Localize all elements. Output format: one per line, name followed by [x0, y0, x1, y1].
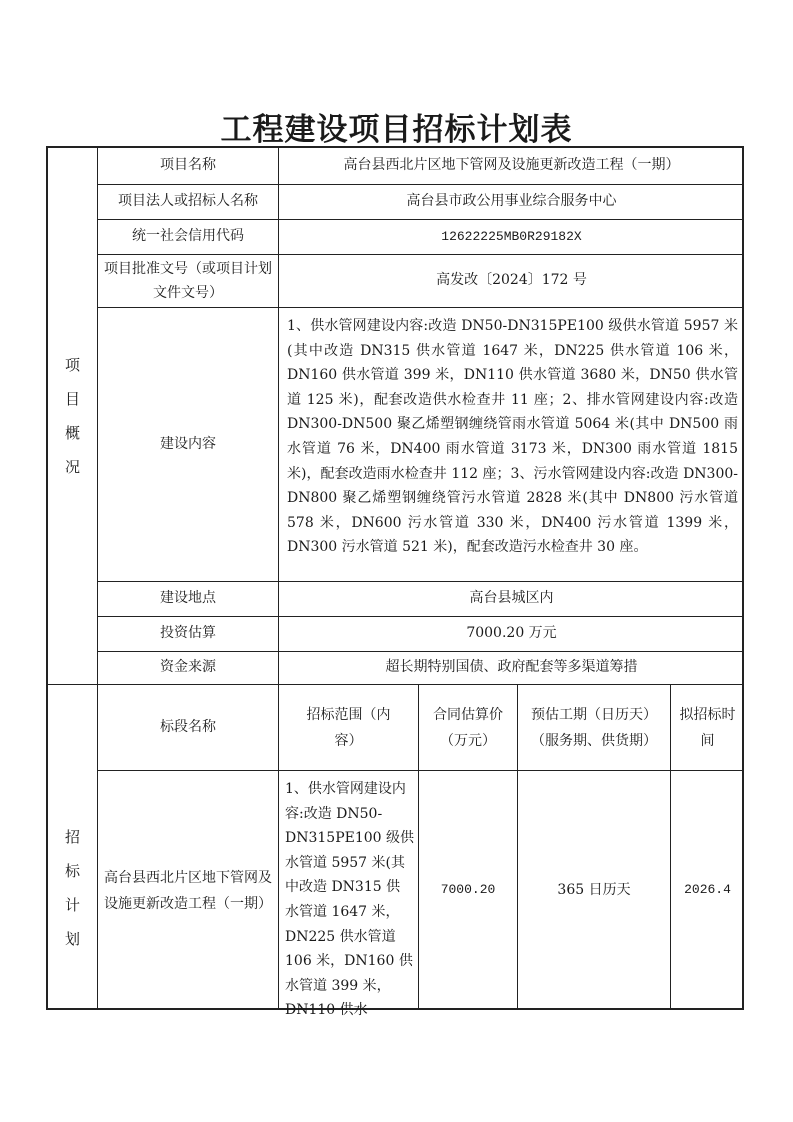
- investment-label: 投资估算: [160, 625, 216, 642]
- funding-label: 资金来源: [160, 659, 216, 676]
- approval-doc-value: 高发改〔2024〕172 号: [436, 272, 587, 289]
- construction-content-label: 建设内容: [160, 435, 216, 452]
- tenderer-value: 高台县市政公用事业综合服务中心: [406, 193, 617, 210]
- lot-duration: 365 日历天: [557, 881, 631, 898]
- header-duration: 预估工期（日历天）（服务期、供货期）: [531, 706, 657, 749]
- lot-scope: 1、供水管网建设内容:改造 DN50-DN315PE100 级供水管道 5957 米(其中改造 DN315 供水管道 1647 米，DN225 供水管道 106 米，DN160 供水管道 399 米，DN110 供水: [285, 781, 415, 1019]
- page-title: 工程建设项目招标计划表: [220, 112, 573, 148]
- section-char: 标: [64, 861, 80, 880]
- tenderer-label: 项目法人或招标人名称: [118, 193, 258, 210]
- header-bid-time: 拟招标时间: [679, 706, 736, 749]
- lot-name: 高台县西北片区地下管网及设施更新改造工程（一期）: [104, 869, 272, 912]
- overview-section-label: [48, 148, 97, 684]
- construction-content-value: 1、供水管网建设内容:改造 DN50-DN315PE100 级供水管道 5957 米(其中改造 DN315 供水管道 1647 米，DN225 供水管道 106 米，DN160 供水管道 399 米，DN110 供水管道 3680 米，DN50 供水管道 125 米)，配套改造供水检查井 11 座；2、排水管网建设内容:改造 DN300-DN500 聚乙烯塑钢缠绕管雨水管道 5064 米(其中 DN500 雨水管道 76 米，DN400 雨水管道 3173 米，DN300 雨水管道 1815 米)，配套改造雨水检查井 112 座；3、污水管网建设内容:改造 DN300-DN800 聚乙烯塑钢缠绕管污水管道 2828 米(其中 DN800 污水管道 578 米，DN600 污水管道 330 米，DN400 污水管道 1399 米，DN300 污水管道 521 米)，配套改造污水检查井 30 座。: [287, 318, 738, 556]
- project-name-value: 高台县西北片区地下管网及设施更新改造工程（一期）: [343, 157, 680, 174]
- header-scope: 招标范围（内容）: [306, 706, 391, 749]
- project-name-label: 项目名称: [160, 157, 216, 174]
- section-char: 目: [64, 390, 80, 408]
- credit-code-label: 统一社会信用代码: [132, 228, 244, 245]
- header-lot-name: 标段名称: [160, 718, 216, 735]
- plan-section-label: [48, 685, 97, 1010]
- header-price: 合同估算价（万元）: [433, 706, 503, 749]
- section-char: 概: [64, 424, 80, 442]
- funding-value: 超长期特别国债、政府配套等多渠道筹措: [385, 659, 638, 676]
- section-char: 况: [64, 458, 80, 476]
- location-value: 高台县城区内: [469, 590, 554, 607]
- credit-code-value: 12622225MB0R29182X: [441, 228, 582, 244]
- lot-bid-time: 2026.4: [684, 882, 731, 898]
- section-char: 招: [64, 827, 80, 846]
- location-label: 建设地点: [160, 590, 216, 607]
- approval-doc-label: 项目批准文号（或项目计划文件文号）: [104, 261, 272, 301]
- section-char: 项: [64, 356, 80, 374]
- bidding-plan-table: [46, 146, 744, 1019]
- investment-value: 7000.20 万元: [466, 625, 557, 642]
- lot-price: 7000.20: [440, 882, 496, 898]
- section-char: 划: [64, 929, 80, 948]
- section-char: 计: [64, 895, 80, 914]
